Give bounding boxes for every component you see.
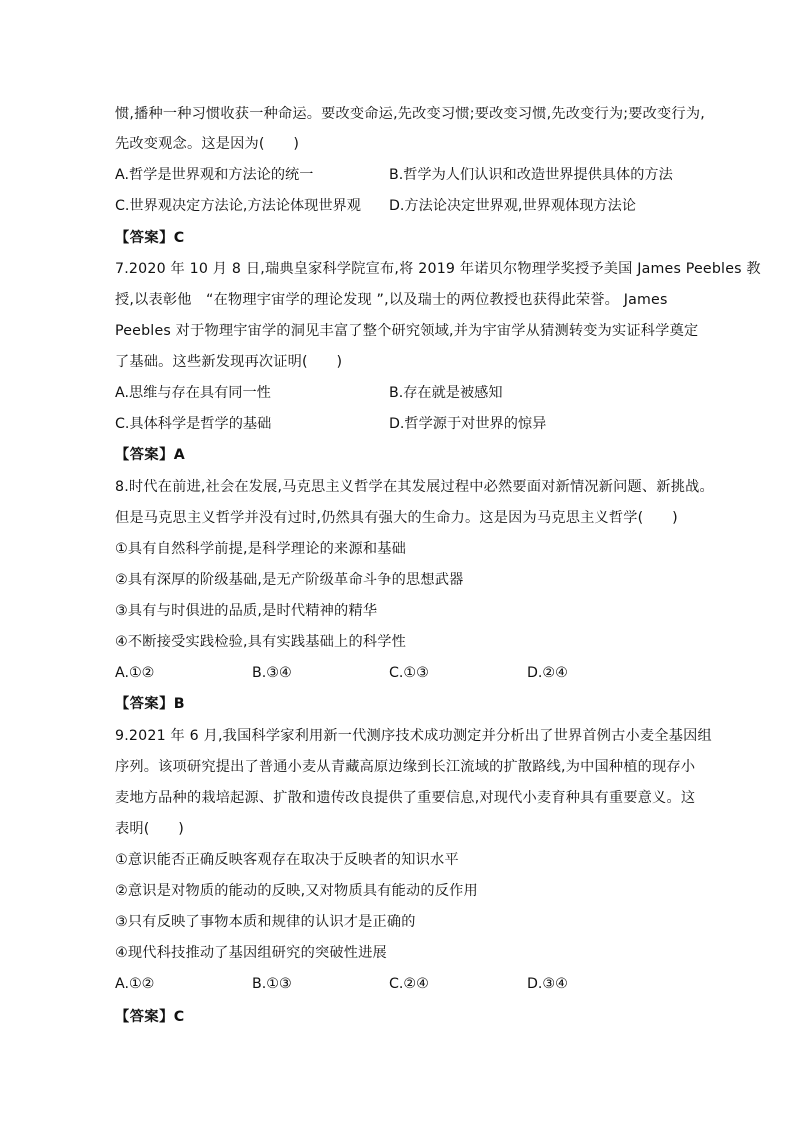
q6-answer: 【答案】C (115, 230, 185, 246)
q7-stem-line-1: 7.2020 年 10 月 8 日,瑞典皇家科学院宣布,将 2019 年诺贝尔物理学奖授予美国 James Peebles 教 (115, 261, 761, 277)
q6-option-a: A.哲学是世界观和方法论的统一 (115, 167, 314, 183)
q6-option-d: D.方法论决定世界观,世界观体现方法论 (389, 198, 636, 214)
q7-option-b: B.存在就是被感知 (389, 385, 503, 401)
q8-option-d: D.②④ (527, 665, 568, 681)
q7-answer: 【答案】A (115, 447, 186, 463)
q9-option-c: C.②④ (389, 976, 429, 992)
q7-option-c: C.具体科学是哲学的基础 (115, 416, 272, 432)
q7-stem-line-3: Peebles 对于物理宇宙学的洞见丰富了整个研究领域,并为宇宙学从猜测转变为实证科学奠定 (115, 323, 699, 339)
q8-statement-2: ②具有深厚的阶级基础,是无产阶级革命斗争的思想武器 (115, 572, 464, 588)
q9-statement-3: ③只有反映了事物本质和规律的认识才是正确的 (115, 914, 416, 930)
q9-option-b: B.①③ (252, 976, 292, 992)
q8-statement-3: ③具有与时俱进的品质,是时代精神的精华 (115, 603, 378, 619)
q8-stem-line-2: 但是马克思主义哲学并没有过时,仍然具有强大的生命力。这是因为马克思主义哲学( ) (115, 510, 678, 526)
q8-stem-line-1: 8.时代在前进,社会在发展,马克思主义哲学在其发展过程中必然要面对新情况新问题、新挑战。 (115, 479, 714, 495)
q6-stem-line-1: 惯,播种一种习惯收获一种命运。要改变命运,先改变习惯;要改变习惯,先改变行为;要改变行为, (115, 106, 705, 122)
q7-option-d: D.哲学源于对世界的惊异 (389, 416, 547, 432)
q6-stem-line-2: 先改变观念。这是因为( ) (115, 136, 300, 152)
q9-answer: 【答案】C (115, 1009, 185, 1025)
q7-stem-line-4: 了基础。这些新发现再次证明( ) (115, 354, 343, 370)
q7-stem-line-2: 授,以表彰他 “在物理宇宙学的理论发现 ”,以及瑞士的两位教授也获得此荣誉。 James (115, 292, 668, 308)
q9-statement-1: ①意识能否正确反映客观存在取决于反映者的知识水平 (115, 852, 459, 868)
q8-statement-1: ①具有自然科学前提,是科学理论的来源和基础 (115, 541, 406, 557)
q9-option-a: A.①② (115, 976, 155, 992)
q8-option-a: A.①② (115, 665, 155, 681)
q9-option-d: D.③④ (527, 976, 568, 992)
q9-stem-line-4: 表明( ) (115, 821, 185, 837)
q8-option-c: C.①③ (389, 665, 429, 681)
q9-stem-line-3: 麦地方品种的栽培起源、扩散和遗传改良提供了重要信息,对现代小麦育种具有重要意义。这 (115, 790, 696, 806)
q9-stem-line-1: 9.2021 年 6 月,我国科学家利用新一代测序技术成功测定并分析出了世界首例古小麦全基因组 (115, 728, 712, 744)
q9-statement-4: ④现代科技推动了基因组研究的突破性进展 (115, 945, 387, 961)
q8-statement-4: ④不断接受实践检验,具有实践基础上的科学性 (115, 634, 406, 650)
q7-option-a: A.思维与存在具有同一性 (115, 385, 271, 401)
q8-option-b: B.③④ (252, 665, 292, 681)
q6-option-c: C.世界观决定方法论,方法论体现世界观 (115, 198, 361, 214)
q9-statement-2: ②意识是对物质的能动的反映,又对物质具有能动的反作用 (115, 883, 478, 899)
q6-option-b: B.哲学为人们认识和改造世界提供具体的方法 (389, 167, 673, 183)
q8-answer: 【答案】B (115, 696, 186, 712)
q9-stem-line-2: 序列。该项研究提出了普通小麦从青藏高原边缘到长江流域的扩散路线,为中国种植的现存小 (115, 759, 696, 775)
